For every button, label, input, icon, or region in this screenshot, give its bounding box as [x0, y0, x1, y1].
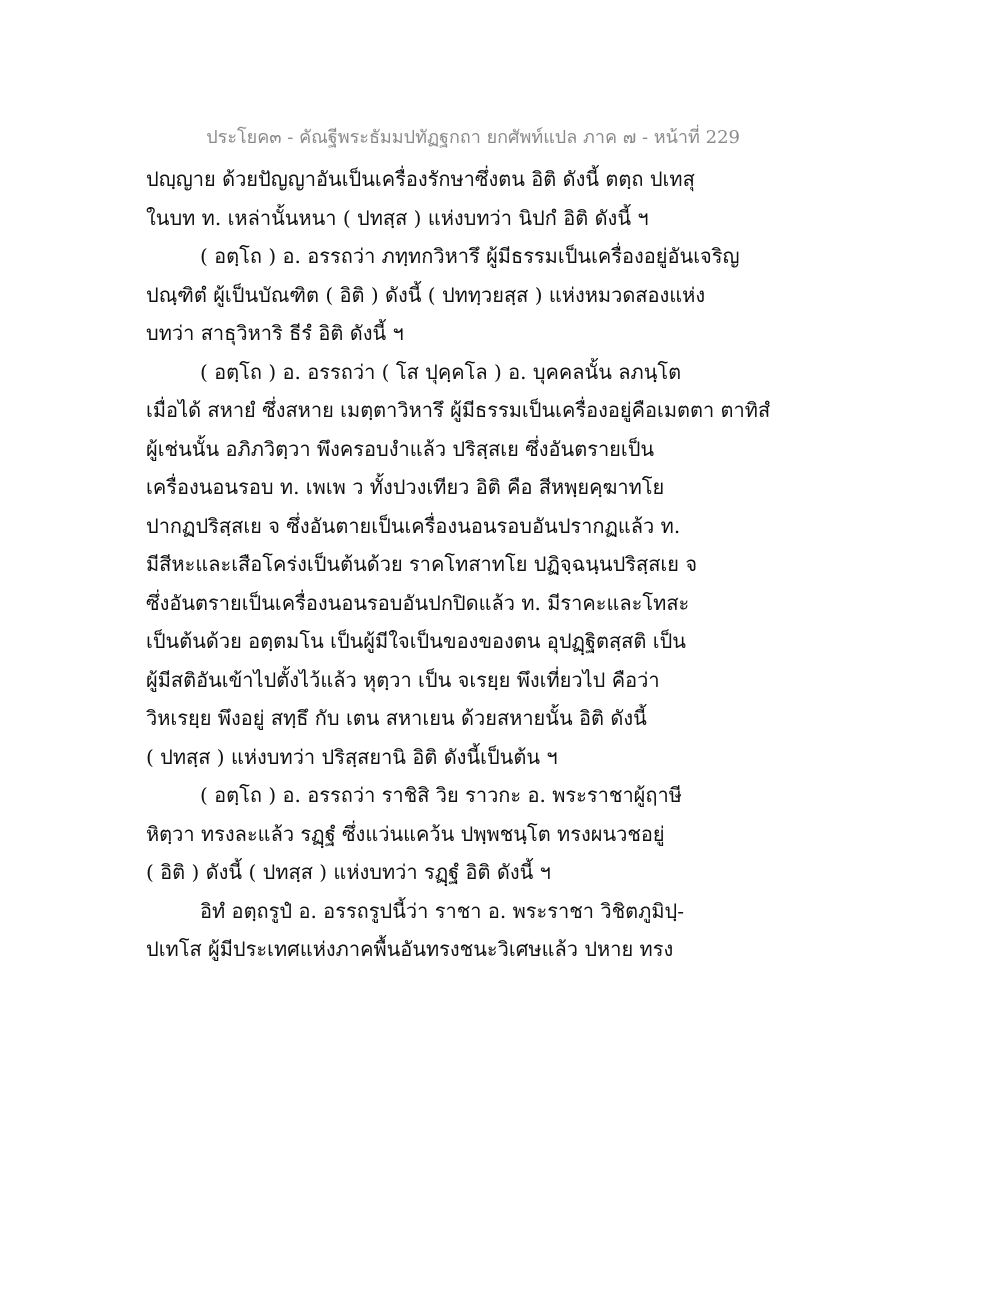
body-text — [146, 160, 771, 969]
text-line: ปากฏปริสฺสเย จ ซึ่งอันตายเป็นเครื่องนอนรอบอันปรากฏแล้ว ท. — [146, 513, 681, 538]
text-line: ในบท ท. เหล่านั้นหนา ( ปทสฺส ) แห่งบทว่า นิปกํ อิติ ดังนี้ ฯ — [146, 205, 649, 230]
paragraph-start-line: ( อตฺโถ ) อ. อรรถว่า ภทฺทกวิหารึ ผู้มีธรรมเป็นเครื่องอยู่อันเจริญ — [200, 244, 740, 268]
paragraph-start-line: อิทํ อตฺถรูปํ อ. อรรถรูปนี้ว่า ราชา อ. พระราชา วิชิตภูมิปฺ- — [200, 898, 684, 923]
text-line: หิตฺวา ทรงละแล้ว รฏฺฐํ ซึ่งแว่นแคว้น ปพฺพชนฺโต ทรงผนวชอยู่ — [146, 821, 665, 846]
text-line: ปณฺฑิตํ ผู้เป็นบัณฑิต ( อิติ ) ดังนี้ ( ปททฺวยสฺส ) แห่งหมวดสองแห่ง — [146, 282, 706, 307]
running-header: ประโยค๓ - คัณฐีพระธัมมปทัฏฐกถา ยกศัพท์แปล ภาค ๗ - หน้าที่ 229 — [206, 127, 740, 148]
text-line: ผู้มีสติอันเข้าไปตั้งไว้แล้ว หุตฺวา เป็น จเรยฺย พึงเที่ยวไป คือว่า — [146, 667, 660, 692]
text-line: เมื่อได้ สหายํ ซึ่งสหาย เมตฺตาวิหารึ ผู้มีธรรมเป็นเครื่องอยู่คือเมตตา ตาทิสํ — [146, 398, 771, 422]
text-line: มีสีหะและเสือโคร่งเป็นต้นด้วย ราคโทสาทโย ปฏิจฺฉนฺนปริสฺสเย จ — [146, 552, 698, 576]
paragraph-start-line: ( อตฺโถ ) อ. อรรถว่า ( โส ปุคฺคโล ) อ. บุคคลนั้น ลภนฺโต — [200, 359, 682, 384]
text-line: เป็นต้นด้วย อตฺตมโน เป็นผู้มีใจเป็นของของตน อุปฏฺฐิตสฺสติ เป็น — [146, 629, 686, 653]
text-line: ( อิติ ) ดังนี้ ( ปทสฺส ) แห่งบทว่า รฏฺฐํ อิติ ดังนี้ ฯ — [146, 860, 551, 884]
text-line: ปญฺญาย ด้วยปัญญาอันเป็นเครื่องรักษาซึ่งตน อิติ ดังนี้ ตตฺถ ปเทสุ — [146, 167, 695, 191]
text-line: ปเทโส ผู้มีประเทศแห่งภาคพื้นอันทรงชนะวิเศษแล้ว ปหาย ทรง — [146, 937, 674, 961]
text-line: ซึ่งอันตรายเป็นเครื่องนอนรอบอันปกปิดแล้ว ท. มีราคะและโทสะ — [146, 590, 690, 615]
text-line: บทว่า สาธุวิหาริ ธีรํ อิติ ดังนี้ ฯ — [146, 321, 404, 345]
paragraph-start-line: ( อตฺโถ ) อ. อรรถว่า ราชิสิ วิย ราวกะ อ. พระราชาผู้ฤาษี — [200, 783, 682, 807]
text-line: ( ปทสฺส ) แห่งบทว่า ปริสฺสยานิ อิติ ดังนี้เป็นต้น ฯ — [146, 744, 558, 769]
text-line: ผู้เช่นนั้น อภิภวิตฺวา พึงครอบงำแล้ว ปริสฺสเย ซึ่งอันตรายเป็น — [146, 436, 655, 461]
text-line: วิหเรยฺย พึงอยู่ สทฺธึ กับ เตน สหาเยน ด้วยสหายนั้น อิติ ดังนี้ — [146, 706, 647, 730]
text-line: เครื่องนอนรอบ ท. เพเพ ว ทั้งปวงเทียว อิติ คือ สีหพฺยคฺฆาทโย — [146, 475, 665, 499]
